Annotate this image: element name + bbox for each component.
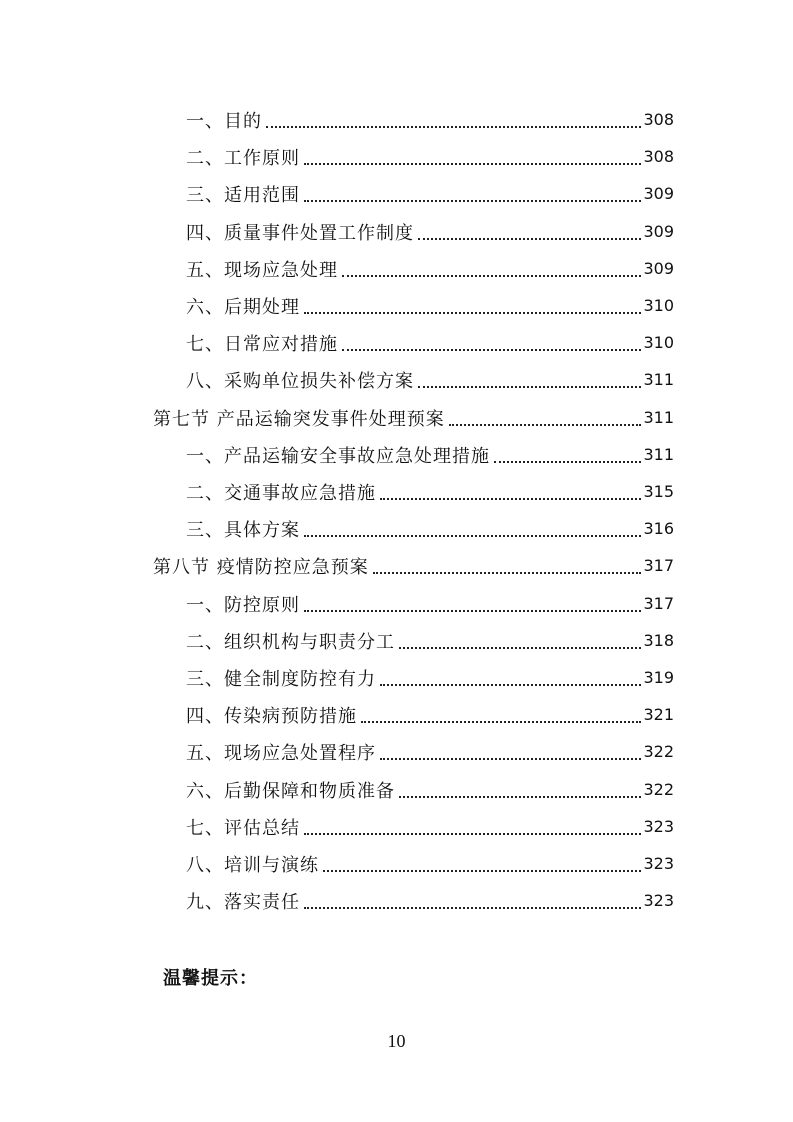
toc-entry-title: 七、日常应对措施	[186, 333, 338, 355]
toc-entry-title: 四、传染病预防措施	[186, 705, 357, 727]
toc-entry-page: 323	[643, 854, 674, 873]
toc-entry-row[interactable]	[186, 696, 674, 733]
toc-entry-title: 三、适用范围	[186, 184, 300, 206]
toc-entry-row[interactable]	[186, 808, 674, 845]
toc-entry-title: 三、具体方案	[186, 519, 300, 541]
toc-dot-leader	[304, 294, 641, 314]
toc-entry-title: 一、目的	[186, 110, 262, 132]
toc-entry-title: 二、交通事故应急措施	[186, 482, 376, 504]
toc-entry-title: 五、现场应急处理	[186, 259, 338, 281]
toc-dot-leader	[380, 666, 641, 686]
toc-entry-page: 309	[643, 222, 674, 241]
toc-entry-title: 二、工作原则	[186, 147, 300, 169]
toc-entry-title: 五、现场应急处置程序	[186, 742, 376, 764]
toc-dot-leader	[304, 889, 641, 909]
toc-entry-page: 317	[643, 556, 674, 575]
toc-entry-row[interactable]	[186, 101, 674, 138]
toc-entry-row[interactable]	[186, 250, 674, 287]
toc-entry-row[interactable]	[186, 175, 674, 212]
toc-section-row[interactable]	[153, 547, 674, 584]
toc-entry-page: 315	[643, 482, 674, 501]
toc-dot-leader	[304, 145, 641, 165]
toc-entry-page: 323	[643, 817, 674, 836]
toc-entry-title: 六、后勤保障和物质准备	[186, 780, 395, 802]
toc-entry-row[interactable]	[186, 733, 674, 770]
page-number: 10	[387, 1031, 406, 1051]
toc-dot-leader	[399, 629, 641, 649]
toc-dot-leader	[304, 517, 641, 537]
toc-dot-leader	[418, 368, 641, 388]
toc-entry-row[interactable]	[186, 138, 674, 175]
toc-entry-row[interactable]	[186, 473, 674, 510]
toc-entry-page: 319	[643, 668, 674, 687]
toc-entry-row[interactable]	[186, 324, 674, 361]
toc-entry-title: 一、产品运输安全事故应急处理措施	[186, 445, 490, 467]
toc-dot-leader	[323, 852, 641, 872]
toc-entry-row[interactable]	[186, 436, 674, 473]
toc-entry-row[interactable]	[186, 622, 674, 659]
toc-section-row[interactable]	[153, 399, 674, 436]
toc-dot-leader	[380, 740, 641, 760]
toc-dot-leader	[266, 108, 641, 128]
toc-dot-leader	[373, 554, 642, 574]
toc-entry-row[interactable]	[186, 771, 674, 808]
toc-dot-leader	[304, 592, 641, 612]
toc-entry-row[interactable]	[186, 882, 674, 919]
toc-entry-title: 第七节 产品运输突发事件处理预案	[153, 408, 445, 430]
toc-entry-page: 309	[643, 259, 674, 278]
toc-entry-row[interactable]	[186, 845, 674, 882]
toc-entry-page: 308	[643, 147, 674, 166]
toc-entry-page: 322	[643, 780, 674, 799]
toc-entry-row[interactable]	[186, 659, 674, 696]
toc-entry-page: 310	[643, 296, 674, 315]
toc-entry-page: 308	[643, 110, 674, 129]
toc-entry-title: 三、健全制度防控有力	[186, 668, 376, 690]
toc-entry-row[interactable]	[186, 361, 674, 398]
toc-entry-page: 311	[643, 370, 674, 389]
toc-entry-page: 318	[643, 631, 674, 650]
toc-dot-leader	[304, 182, 641, 202]
toc-dot-leader	[342, 257, 641, 277]
toc-entry-row[interactable]	[186, 510, 674, 547]
toc-entry-page: 311	[643, 408, 674, 427]
toc-entry-page: 321	[643, 705, 674, 724]
toc-dot-leader	[304, 815, 641, 835]
toc-entry-row[interactable]	[186, 585, 674, 622]
toc-dot-leader	[361, 703, 641, 723]
toc-entry-row[interactable]	[186, 213, 674, 250]
toc-dot-leader	[418, 220, 641, 240]
toc-dot-leader	[380, 480, 641, 500]
toc-entry-title: 一、防控原则	[186, 594, 300, 616]
toc-entry-title: 九、落实责任	[186, 891, 300, 913]
toc-entry-title: 第八节 疫情防控应急预案	[153, 556, 369, 578]
toc-entry-page: 316	[643, 519, 674, 538]
toc-entry-page: 317	[643, 594, 674, 613]
toc-dot-leader	[399, 778, 641, 798]
toc-entry-page: 311	[643, 445, 674, 464]
toc-dot-leader	[342, 331, 641, 351]
toc-entry-title: 六、后期处理	[186, 296, 300, 318]
toc-entry-page: 322	[643, 742, 674, 761]
toc-entry-page: 309	[643, 184, 674, 203]
toc-entry-page: 323	[643, 891, 674, 910]
toc-entry-title: 七、评估总结	[186, 817, 300, 839]
toc-entry-title: 二、组织机构与职责分工	[186, 631, 395, 653]
toc-entry-title: 四、质量事件处置工作制度	[186, 222, 414, 244]
toc-dot-leader	[449, 406, 642, 426]
toc-entry-row[interactable]	[186, 287, 674, 324]
toc-entry-page: 310	[643, 333, 674, 352]
warm-tip-heading: 温馨提示：	[163, 968, 258, 989]
toc-entry-title: 八、采购单位损失补偿方案	[186, 370, 414, 392]
toc-dot-leader	[494, 443, 641, 463]
toc-entry-title: 八、培训与演练	[186, 854, 319, 876]
